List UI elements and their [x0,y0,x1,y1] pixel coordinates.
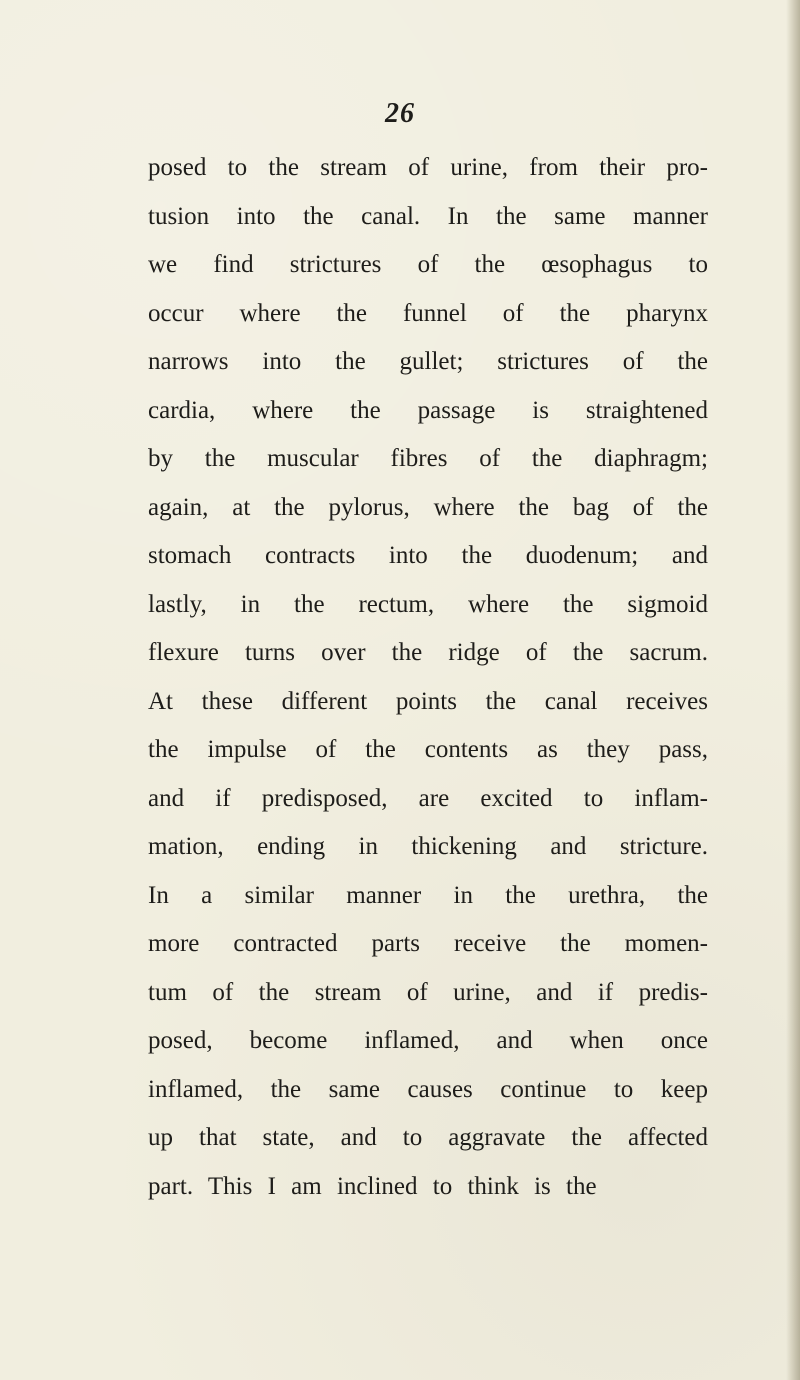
text-line: narrows into the gullet; strictures of the [148,348,708,375]
text-line: mation, ending in thickening and stricture. [148,833,708,860]
text-line: more contracted parts receive the momen- [148,930,708,957]
text-line: and if predisposed, are excited to inflam- [148,784,708,812]
text-line: lastly, in the rectum, where the sigmoid [148,590,708,618]
text-line: cardia, where the passage is straightened [148,396,708,424]
text-line: stomach contracts into the duodenum; and [148,542,708,569]
text-line: again, at the pylorus, where the bag of the [148,493,708,521]
body-text [148,144,708,1211]
text-line: posed to the stream of urine, from their pro- [148,154,708,181]
text-line: we find strictures of the œsophagus to [148,251,708,278]
text-line: posed, become inflamed, and when once [148,1027,708,1054]
text-line: occur where the funnel of the pharynx [148,299,708,327]
text-line: by the muscular fibres of the diaphragm; [148,445,708,472]
text-line: tum of the stream of urine, and if predis- [148,978,708,1006]
page-number: 26 [385,98,415,129]
text-line: In a similar manner in the urethra, the [148,881,708,909]
text-line: inflamed, the same causes continue to keep [148,1075,708,1103]
text-line: flexure turns over the ridge of the sacrum. [148,639,708,666]
text-line: part. This I am inclined to think is the [148,1172,597,1200]
text-line: tusion into the canal. In the same manner [148,202,708,230]
page-edge-shadow [786,0,800,1380]
text-line: the impulse of the contents as they pass, [148,736,708,763]
text-line: up that state, and to aggravate the affected [148,1124,708,1151]
text-line: At these different points the canal receives [148,687,708,715]
